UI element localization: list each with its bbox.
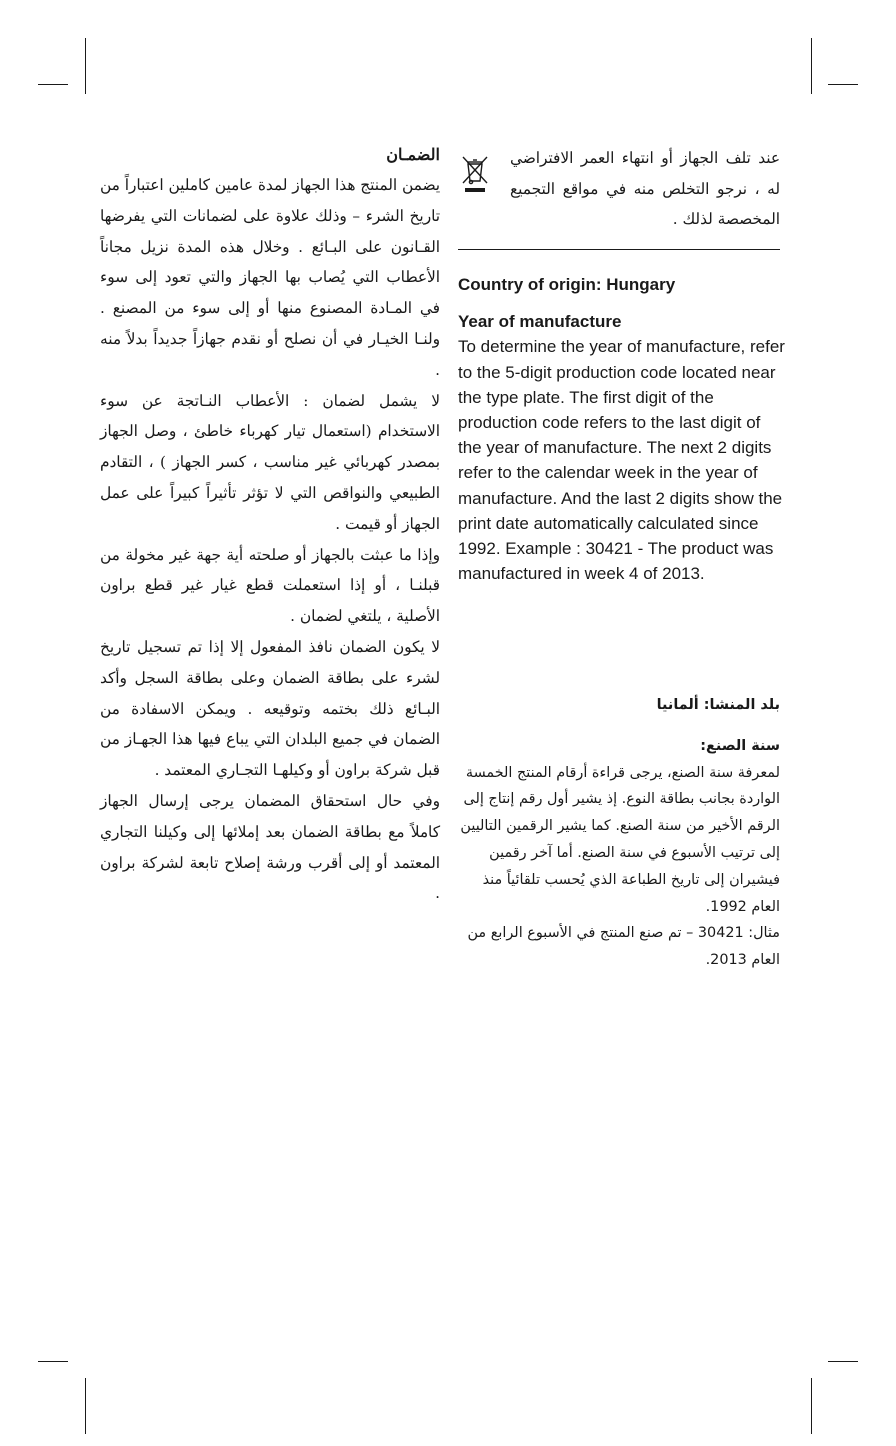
disposal-text: عند تلف الجهاز أو انتهاء العمر الافتراضي له ، نرجو التخلص منه في مواقع التجميع المخصصة لذلك . (510, 149, 780, 228)
crop-mark-bottom-left (85, 1378, 86, 1434)
warranty-paragraph: يضمن المنتج هذا الجهاز لمدة عامين كاملين اعتباراً من تاريخ الشرء – وذلك علاوة على لضمانات التي يفرضها القـانون على البـائع . وخلال هذه المدة نزيل مجاناً الأعطاب التي يُصاب بها الجهاز والتي تعود إلى سوء في المـادة المصنوع منها أو إلى سوء من المصنع . ولنـا الخيـار في أن نصلح أو نقدم جهازاً جديداً بدلاً منه . (100, 176, 440, 379)
arabic-year-heading: سنة الصنع: (700, 737, 780, 754)
warranty-paragraph: وإذا ما عبثت بالجهاز أو صلحته أية جهة غير مخولة من قبلنـا ، أو إذا استعملت قطع غيار غير قطع براون الأصلية ، يلتغي لضمان . (100, 545, 440, 626)
warranty-paragraph: لا يشمل لضمان : الأعطاب النـاتجة عن سوء الاستخدام (استعمال تيار كهرباء خاطئ ، وصل الجهاز بمصدر كهربائي غير مناسب ، كسر الجهاز ) ، التقادم الطبيعي والنواقص التي لا تؤثر تأثيراً كبيراً على عمل الجهاز أو قيمت . (100, 391, 440, 533)
crop-mark-top-left (85, 38, 86, 94)
arabic-country-heading: بلد المنشا: ألمانيا (656, 697, 780, 713)
warranty-section (100, 140, 440, 909)
year-of-manufacture-body: To determine the year of manufacture, refer to the 5-digit production code located near the type plate. The first digit of the production code refers to the last digit of the year of manufacture. The next 2 digits refer to the calendar week in the year of manufacture. And the last 2 digits show the print date automatically calculated since 1992. Example : 30421 - The product was manufactured in week 4 of 2013. (458, 337, 785, 584)
crop-mark-top-left-h (38, 84, 68, 85)
crop-mark-bottom-left-h (38, 1361, 68, 1362)
disposal-notice (458, 143, 780, 250)
crop-mark-bottom-right-h (828, 1361, 858, 1362)
year-of-manufacture-heading: Year of manufacture (458, 312, 622, 332)
warranty-paragraph: لا يكون الضمان نافذ المفعول إلا إذا تم تسجيل تاريخ لشرء على بطاقة الضمان وعلى بطاقة السجل وأكد البـائع ذلك بختمه وتوقيعه . ويمكن الاسفادة من الضمان في جميع البلدان التي يباع فيها هذا الجهـاز من قبل شركة براون أو وكيلهـا التجـاري المعتمد . (100, 637, 440, 780)
crop-mark-bottom-right (811, 1378, 812, 1434)
english-origin-section (458, 272, 788, 586)
country-of-origin-heading: Country of origin: Hungary (458, 275, 676, 294)
warranty-title: الضمـان (386, 145, 440, 164)
arabic-origin-section (458, 692, 780, 974)
warranty-paragraph: وفي حال استحقاق المضمان يرجى إرسال الجهاز كاملاً مع بطاقة الضمان بعد إملائها إلى وكيلنا التجاري المعتمد أو إلى أقرب ورشة إصلاح تابعة لشركة براون . (100, 791, 440, 903)
crop-mark-top-right-h (828, 84, 858, 85)
arabic-year-body: لمعرفة سنة الصنع، يرجى قراءة أرقام المنتج الخمسة الواردة بجانب بطاقة النوع. إذ يشير أول رقم إنتاج إلى الرقم الأخير من سنة الصنع. كما يشير الرقمين التاليين إلى ترتيب الأسبوع في سنة الصنع. أما آخر رقمين فيشيران إلى تاريخ الطباعة الذي يُحسب تلقائياً منذ العام 1992. (460, 764, 780, 915)
crossed-out-wheelie-bin-icon (460, 155, 490, 197)
crop-mark-top-right (811, 38, 812, 94)
arabic-year-example: مثال: 30421 – تم صنع المنتج في الأسبوع الرابع من العام 2013. (467, 925, 780, 969)
